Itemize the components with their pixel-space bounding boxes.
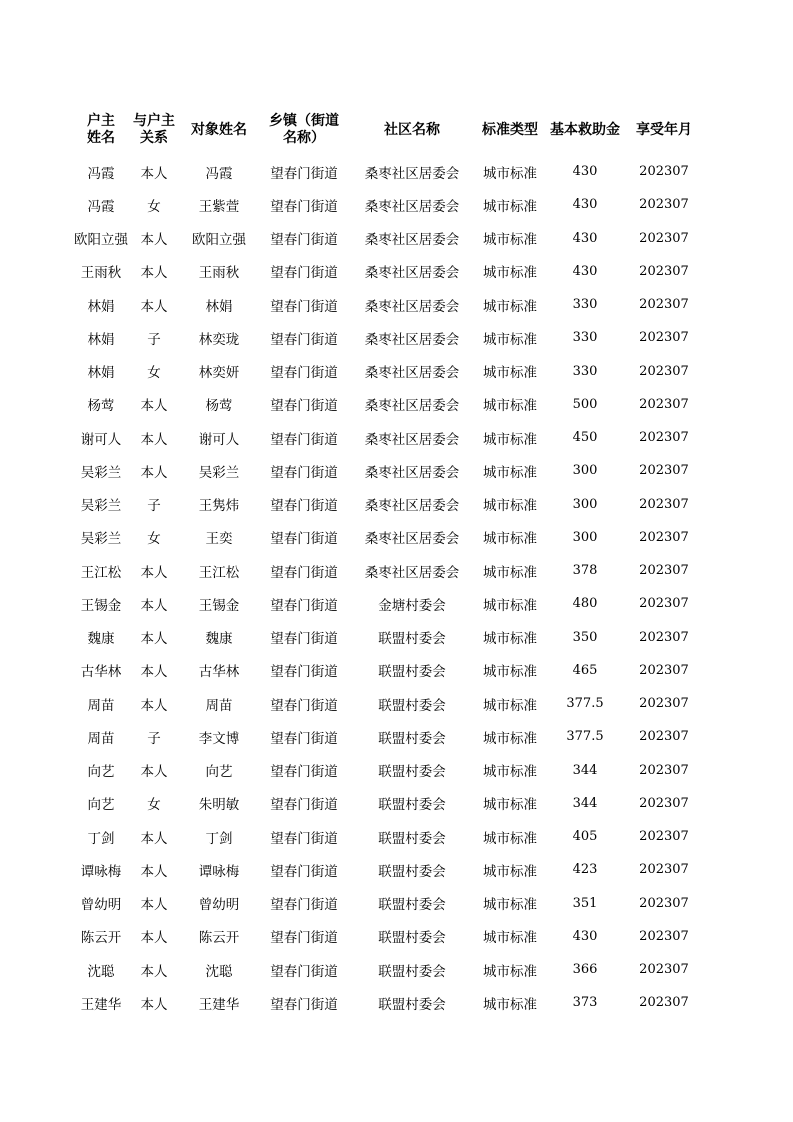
relationship-cell: 本人 [140, 963, 168, 980]
township-cell: 望春门街道 [270, 531, 338, 548]
relationship-cell: 子 [147, 331, 161, 348]
standard-type-cell: 城市标准 [483, 697, 537, 714]
basic-assistance-cell: 373 [572, 995, 598, 1011]
township-cell: 望春门街道 [270, 730, 338, 747]
table-row [72, 720, 702, 753]
year-month-cell: 202307 [639, 962, 689, 978]
community-cell: 桑枣社区居委会 [364, 165, 460, 182]
township-cell: 望春门街道 [270, 232, 338, 249]
table-row [72, 654, 702, 687]
relationship-cell: 本人 [140, 398, 168, 415]
relationship-cell: 子 [147, 498, 161, 515]
township-cell: 望春门街道 [270, 830, 338, 847]
township-cell: 望春门街道 [270, 697, 338, 714]
relationship-cell: 子 [147, 730, 161, 747]
year-month-cell: 202307 [639, 396, 689, 412]
householder-name-cell: 王建华 [80, 996, 122, 1013]
community-cell: 桑枣社区居委会 [364, 498, 460, 515]
community-cell: 桑枣社区居委会 [364, 265, 460, 282]
year-month-cell: 202307 [639, 197, 689, 213]
recipient-name-cell: 李文博 [198, 730, 240, 747]
table-row [72, 687, 702, 720]
householder-name-cell: 王雨秋 [80, 265, 122, 282]
basic-assistance-cell: 300 [572, 463, 598, 479]
standard-type-cell: 城市标准 [483, 597, 537, 614]
header-householder-name: 户主 姓名 [87, 113, 115, 146]
relationship-cell: 本人 [140, 265, 168, 282]
relationship-cell: 本人 [140, 631, 168, 648]
recipient-name-cell: 沈聪 [205, 963, 233, 980]
standard-type-cell: 城市标准 [483, 232, 537, 249]
standard-type-cell: 城市标准 [483, 830, 537, 847]
standard-type-cell: 城市标准 [483, 298, 537, 315]
standard-type-cell: 城市标准 [483, 431, 537, 448]
community-cell: 联盟村委会 [378, 631, 446, 648]
basic-assistance-cell: 423 [572, 862, 598, 878]
community-cell: 桑枣社区居委会 [364, 464, 460, 481]
community-cell: 桑枣社区居委会 [364, 564, 460, 581]
householder-name-cell: 冯霞 [87, 198, 115, 215]
standard-type-cell: 城市标准 [483, 797, 537, 814]
header-row [72, 105, 702, 155]
year-month-cell: 202307 [639, 430, 689, 446]
standard-type-cell: 城市标准 [483, 631, 537, 648]
relationship-cell: 本人 [140, 830, 168, 847]
recipient-name-cell: 周苗 [205, 697, 233, 714]
year-month-cell: 202307 [639, 928, 689, 944]
township-cell: 望春门街道 [270, 897, 338, 914]
basic-assistance-cell: 300 [572, 496, 598, 512]
table-row [72, 953, 702, 986]
recipient-name-cell: 陈云开 [198, 930, 240, 947]
basic-assistance-cell: 300 [572, 529, 598, 545]
relationship-cell: 本人 [140, 431, 168, 448]
year-month-cell: 202307 [639, 263, 689, 279]
basic-assistance-cell: 405 [572, 829, 598, 845]
table-row [72, 787, 702, 820]
recipient-name-cell: 林娟 [205, 298, 233, 315]
township-cell: 望春门街道 [270, 398, 338, 415]
community-cell: 桑枣社区居委会 [364, 298, 460, 315]
year-month-cell: 202307 [639, 230, 689, 246]
householder-name-cell: 周苗 [87, 730, 115, 747]
township-cell: 望春门街道 [270, 498, 338, 515]
householder-name-cell: 曾幼明 [80, 897, 122, 914]
recipient-name-cell: 魏康 [205, 631, 233, 648]
township-cell: 望春门街道 [270, 996, 338, 1013]
township-cell: 望春门街道 [270, 165, 338, 182]
basic-assistance-cell: 465 [572, 662, 598, 678]
householder-name-cell: 陈云开 [80, 930, 122, 947]
basic-assistance-cell: 366 [572, 962, 598, 978]
recipient-name-cell: 王奕 [205, 531, 233, 548]
householder-name-cell: 古华林 [80, 664, 122, 681]
recipient-name-cell: 王江松 [198, 564, 240, 581]
recipient-name-cell: 曾幼明 [198, 897, 240, 914]
standard-type-cell: 城市标准 [483, 764, 537, 781]
table-row [72, 554, 702, 587]
year-month-cell: 202307 [639, 330, 689, 346]
householder-name-cell: 欧阳立强 [74, 232, 128, 249]
assistance-roster-table [72, 105, 702, 1020]
recipient-name-cell: 谢可人 [198, 431, 240, 448]
basic-assistance-cell: 450 [572, 430, 598, 446]
recipient-name-cell: 欧阳立强 [192, 232, 246, 249]
standard-type-cell: 城市标准 [483, 996, 537, 1013]
table-row [72, 255, 702, 288]
community-cell: 联盟村委会 [378, 930, 446, 947]
community-cell: 联盟村委会 [378, 830, 446, 847]
standard-type-cell: 城市标准 [483, 531, 537, 548]
relationship-cell: 本人 [140, 764, 168, 781]
township-cell: 望春门街道 [270, 564, 338, 581]
community-cell: 桑枣社区居委会 [364, 365, 460, 382]
township-cell: 望春门街道 [270, 797, 338, 814]
recipient-name-cell: 王紫萱 [198, 198, 240, 215]
year-month-cell: 202307 [639, 164, 689, 180]
township-cell: 望春门街道 [270, 198, 338, 215]
recipient-name-cell: 古华林 [198, 664, 240, 681]
table-row [72, 155, 702, 188]
header-recipient-name: 对象姓名 [191, 121, 247, 138]
basic-assistance-cell: 377.5 [566, 696, 604, 712]
community-cell: 桑枣社区居委会 [364, 331, 460, 348]
township-cell: 望春门街道 [270, 664, 338, 681]
standard-type-cell: 城市标准 [483, 664, 537, 681]
relationship-cell: 本人 [140, 464, 168, 481]
table-row [72, 853, 702, 886]
recipient-name-cell: 王隽炜 [198, 498, 240, 515]
table-row [72, 388, 702, 421]
standard-type-cell: 城市标准 [483, 863, 537, 880]
basic-assistance-cell: 430 [572, 928, 598, 944]
year-month-cell: 202307 [639, 629, 689, 645]
township-cell: 望春门街道 [270, 631, 338, 648]
recipient-name-cell: 丁剑 [205, 830, 233, 847]
township-cell: 望春门街道 [270, 431, 338, 448]
community-cell: 联盟村委会 [378, 764, 446, 781]
community-cell: 联盟村委会 [378, 730, 446, 747]
table-row [72, 421, 702, 454]
relationship-cell: 本人 [140, 298, 168, 315]
community-cell: 联盟村委会 [378, 797, 446, 814]
table-row [72, 820, 702, 853]
year-month-cell: 202307 [639, 829, 689, 845]
householder-name-cell: 林娟 [87, 298, 115, 315]
relationship-cell: 本人 [140, 930, 168, 947]
householder-name-cell: 王江松 [80, 564, 122, 581]
standard-type-cell: 城市标准 [483, 265, 537, 282]
year-month-cell: 202307 [639, 529, 689, 545]
householder-name-cell: 向艺 [87, 797, 115, 814]
standard-type-cell: 城市标准 [483, 930, 537, 947]
year-month-cell: 202307 [639, 795, 689, 811]
recipient-name-cell: 朱明敏 [198, 797, 240, 814]
township-cell: 望春门街道 [270, 764, 338, 781]
header-basic-assistance: 基本救助金 [550, 121, 620, 138]
relationship-cell: 本人 [140, 165, 168, 182]
table-row [72, 355, 702, 388]
relationship-cell: 女 [147, 797, 161, 814]
year-month-cell: 202307 [639, 895, 689, 911]
basic-assistance-cell: 430 [572, 164, 598, 180]
township-cell: 望春门街道 [270, 464, 338, 481]
table-row [72, 754, 702, 787]
table-row [72, 621, 702, 654]
basic-assistance-cell: 330 [572, 297, 598, 313]
township-cell: 望春门街道 [270, 331, 338, 348]
community-cell: 联盟村委会 [378, 664, 446, 681]
header-township: 乡镇（街道 名称） [269, 113, 339, 146]
community-cell: 桑枣社区居委会 [364, 232, 460, 249]
recipient-name-cell: 谭咏梅 [198, 863, 240, 880]
householder-name-cell: 冯霞 [87, 165, 115, 182]
year-month-cell: 202307 [639, 297, 689, 313]
township-cell: 望春门街道 [270, 863, 338, 880]
community-cell: 联盟村委会 [378, 697, 446, 714]
basic-assistance-cell: 430 [572, 197, 598, 213]
recipient-name-cell: 王建华 [198, 996, 240, 1013]
basic-assistance-cell: 330 [572, 363, 598, 379]
householder-name-cell: 王锡金 [80, 597, 122, 614]
standard-type-cell: 城市标准 [483, 198, 537, 215]
township-cell: 望春门街道 [270, 597, 338, 614]
table-row [72, 321, 702, 354]
householder-name-cell: 魏康 [87, 631, 115, 648]
year-month-cell: 202307 [639, 696, 689, 712]
community-cell: 桑枣社区居委会 [364, 398, 460, 415]
standard-type-cell: 城市标准 [483, 498, 537, 515]
table-row [72, 587, 702, 620]
householder-name-cell: 林娟 [87, 331, 115, 348]
township-cell: 望春门街道 [270, 298, 338, 315]
householder-name-cell: 周苗 [87, 697, 115, 714]
basic-assistance-cell: 378 [572, 563, 598, 579]
householder-name-cell: 丁剑 [87, 830, 115, 847]
header-community: 社区名称 [384, 121, 440, 138]
year-month-cell: 202307 [639, 995, 689, 1011]
basic-assistance-cell: 500 [572, 396, 598, 412]
year-month-cell: 202307 [639, 463, 689, 479]
standard-type-cell: 城市标准 [483, 730, 537, 747]
recipient-name-cell: 吴彩兰 [198, 464, 240, 481]
basic-assistance-cell: 350 [572, 629, 598, 645]
table-row [72, 454, 702, 487]
relationship-cell: 本人 [140, 697, 168, 714]
recipient-name-cell: 向艺 [205, 764, 233, 781]
relationship-cell: 女 [147, 531, 161, 548]
community-cell: 联盟村委会 [378, 897, 446, 914]
table-row [72, 986, 702, 1019]
year-month-cell: 202307 [639, 596, 689, 612]
community-cell: 桑枣社区居委会 [364, 198, 460, 215]
header-relationship: 与户主 关系 [133, 113, 175, 146]
standard-type-cell: 城市标准 [483, 165, 537, 182]
relationship-cell: 本人 [140, 897, 168, 914]
recipient-name-cell: 林奕珑 [198, 331, 240, 348]
householder-name-cell: 杨莺 [87, 398, 115, 415]
table-row [72, 887, 702, 920]
householder-name-cell: 向艺 [87, 764, 115, 781]
table-row [72, 521, 702, 554]
township-cell: 望春门街道 [270, 265, 338, 282]
table-row [72, 920, 702, 953]
community-cell: 金塘村委会 [378, 597, 446, 614]
recipient-name-cell: 杨莺 [205, 398, 233, 415]
table-row [72, 222, 702, 255]
basic-assistance-cell: 377.5 [566, 729, 604, 745]
year-month-cell: 202307 [639, 662, 689, 678]
recipient-name-cell: 王雨秋 [198, 265, 240, 282]
basic-assistance-cell: 344 [572, 795, 598, 811]
householder-name-cell: 吴彩兰 [80, 464, 122, 481]
relationship-cell: 本人 [140, 564, 168, 581]
householder-name-cell: 沈聪 [87, 963, 115, 980]
community-cell: 联盟村委会 [378, 863, 446, 880]
basic-assistance-cell: 344 [572, 762, 598, 778]
community-cell: 联盟村委会 [378, 963, 446, 980]
basic-assistance-cell: 430 [572, 263, 598, 279]
year-month-cell: 202307 [639, 762, 689, 778]
year-month-cell: 202307 [639, 496, 689, 512]
relationship-cell: 本人 [140, 232, 168, 249]
standard-type-cell: 城市标准 [483, 331, 537, 348]
standard-type-cell: 城市标准 [483, 398, 537, 415]
standard-type-cell: 城市标准 [483, 564, 537, 581]
standard-type-cell: 城市标准 [483, 464, 537, 481]
relationship-cell: 女 [147, 198, 161, 215]
householder-name-cell: 谢可人 [80, 431, 122, 448]
header-year-month: 享受年月 [636, 121, 692, 138]
table-row [72, 288, 702, 321]
basic-assistance-cell: 351 [572, 895, 598, 911]
community-cell: 联盟村委会 [378, 996, 446, 1013]
year-month-cell: 202307 [639, 729, 689, 745]
basic-assistance-cell: 480 [572, 596, 598, 612]
header-standard-type: 标准类型 [482, 121, 538, 138]
relationship-cell: 本人 [140, 664, 168, 681]
recipient-name-cell: 冯霞 [205, 165, 233, 182]
recipient-name-cell: 林奕妍 [198, 365, 240, 382]
standard-type-cell: 城市标准 [483, 365, 537, 382]
recipient-name-cell: 王锡金 [198, 597, 240, 614]
standard-type-cell: 城市标准 [483, 897, 537, 914]
relationship-cell: 本人 [140, 996, 168, 1013]
basic-assistance-cell: 430 [572, 230, 598, 246]
table-row [72, 188, 702, 221]
year-month-cell: 202307 [639, 862, 689, 878]
standard-type-cell: 城市标准 [483, 963, 537, 980]
relationship-cell: 本人 [140, 863, 168, 880]
householder-name-cell: 吴彩兰 [80, 498, 122, 515]
year-month-cell: 202307 [639, 563, 689, 579]
roster-body [72, 155, 702, 1020]
householder-name-cell: 吴彩兰 [80, 531, 122, 548]
township-cell: 望春门街道 [270, 365, 338, 382]
relationship-cell: 女 [147, 365, 161, 382]
basic-assistance-cell: 330 [572, 330, 598, 346]
relationship-cell: 本人 [140, 597, 168, 614]
community-cell: 桑枣社区居委会 [364, 431, 460, 448]
township-cell: 望春门街道 [270, 963, 338, 980]
householder-name-cell: 谭咏梅 [80, 863, 122, 880]
householder-name-cell: 林娟 [87, 365, 115, 382]
township-cell: 望春门街道 [270, 930, 338, 947]
table-row [72, 488, 702, 521]
year-month-cell: 202307 [639, 363, 689, 379]
community-cell: 桑枣社区居委会 [364, 531, 460, 548]
